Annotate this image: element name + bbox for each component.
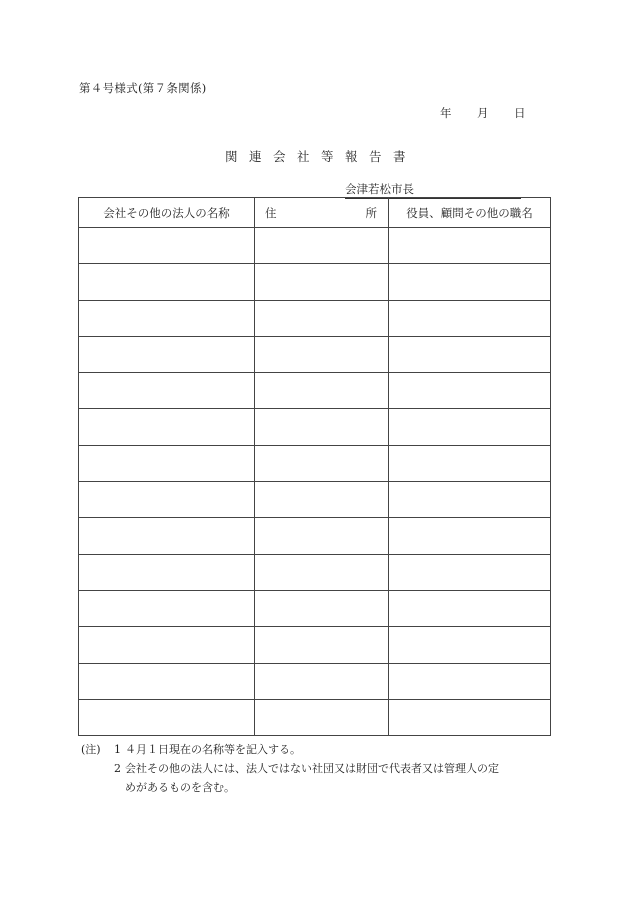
table-row [79, 336, 551, 372]
cell-officer[interactable] [389, 590, 551, 626]
table-row [79, 663, 551, 699]
cell-name[interactable] [79, 554, 255, 590]
cell-address[interactable] [255, 482, 389, 518]
table-row [79, 482, 551, 518]
note-text-continued: めがあるものを含む。 [125, 781, 235, 794]
cell-name[interactable] [79, 518, 255, 554]
table-row [79, 300, 551, 336]
cell-address[interactable] [255, 699, 389, 735]
addressee: 会津若松市長 [345, 181, 521, 199]
cell-officer[interactable] [389, 336, 551, 372]
note-text: ４月１日現在の名称等を記入する。 [125, 743, 301, 756]
table-row [79, 228, 551, 264]
cell-officer[interactable] [389, 699, 551, 735]
column-header-name: 会社その他の法人の名称 [79, 198, 255, 228]
cell-address[interactable] [255, 409, 389, 445]
column-header-address-right: 所 [365, 205, 377, 220]
cell-name[interactable] [79, 336, 255, 372]
cell-address[interactable] [255, 663, 389, 699]
cell-officer[interactable] [389, 518, 551, 554]
cell-address[interactable] [255, 228, 389, 264]
table-row [79, 264, 551, 300]
cell-name[interactable] [79, 373, 255, 409]
cell-name[interactable] [79, 482, 255, 518]
table-row [79, 518, 551, 554]
cell-name[interactable] [79, 699, 255, 735]
date-day-label: 日 [514, 106, 526, 120]
notes [81, 740, 499, 797]
cell-officer[interactable] [389, 627, 551, 663]
cell-officer[interactable] [389, 300, 551, 336]
date-month-label: 月 [477, 106, 489, 120]
cell-officer[interactable] [389, 228, 551, 264]
cell-name[interactable] [79, 228, 255, 264]
table-row [79, 409, 551, 445]
cell-officer[interactable] [389, 663, 551, 699]
cell-name[interactable] [79, 590, 255, 626]
cell-officer[interactable] [389, 554, 551, 590]
report-table [78, 197, 551, 736]
column-header-officer: 役員、顧問その他の職名 [389, 198, 551, 228]
cell-name[interactable] [79, 300, 255, 336]
table-row [79, 445, 551, 481]
cell-address[interactable] [255, 590, 389, 626]
cell-address[interactable] [255, 300, 389, 336]
column-header-address-left: 住 [265, 205, 277, 220]
cell-address[interactable] [255, 627, 389, 663]
note-number: 1 [114, 743, 121, 756]
column-header-address [255, 198, 389, 228]
cell-officer[interactable] [389, 264, 551, 300]
table-row [79, 627, 551, 663]
note-number: 2 [114, 762, 121, 775]
cell-officer[interactable] [389, 409, 551, 445]
cell-name[interactable] [79, 409, 255, 445]
table-row [79, 554, 551, 590]
note-item [81, 759, 499, 778]
cell-address[interactable] [255, 554, 389, 590]
date-line [440, 105, 526, 121]
cell-name[interactable] [79, 627, 255, 663]
report-table-body [79, 228, 551, 736]
form-number: 第４号様式(第７条関係) [79, 81, 207, 95]
cell-address[interactable] [255, 336, 389, 372]
cell-name[interactable] [79, 264, 255, 300]
date-year-label: 年 [440, 106, 452, 120]
cell-name[interactable] [79, 663, 255, 699]
table-row [79, 699, 551, 735]
cell-officer[interactable] [389, 373, 551, 409]
notes-label: (注) [81, 743, 101, 756]
note-text: 会社その他の法人には、法人ではない社団又は財団で代表者又は管理人の定 [125, 762, 499, 775]
table-header-row [79, 198, 551, 228]
cell-officer[interactable] [389, 482, 551, 518]
note-item [81, 740, 499, 759]
cell-address[interactable] [255, 373, 389, 409]
table-row [79, 373, 551, 409]
cell-officer[interactable] [389, 445, 551, 481]
cell-address[interactable] [255, 518, 389, 554]
cell-address[interactable] [255, 264, 389, 300]
cell-address[interactable] [255, 445, 389, 481]
document-title: 関連会社等報告書 [225, 149, 418, 164]
table-row [79, 590, 551, 626]
cell-name[interactable] [79, 445, 255, 481]
